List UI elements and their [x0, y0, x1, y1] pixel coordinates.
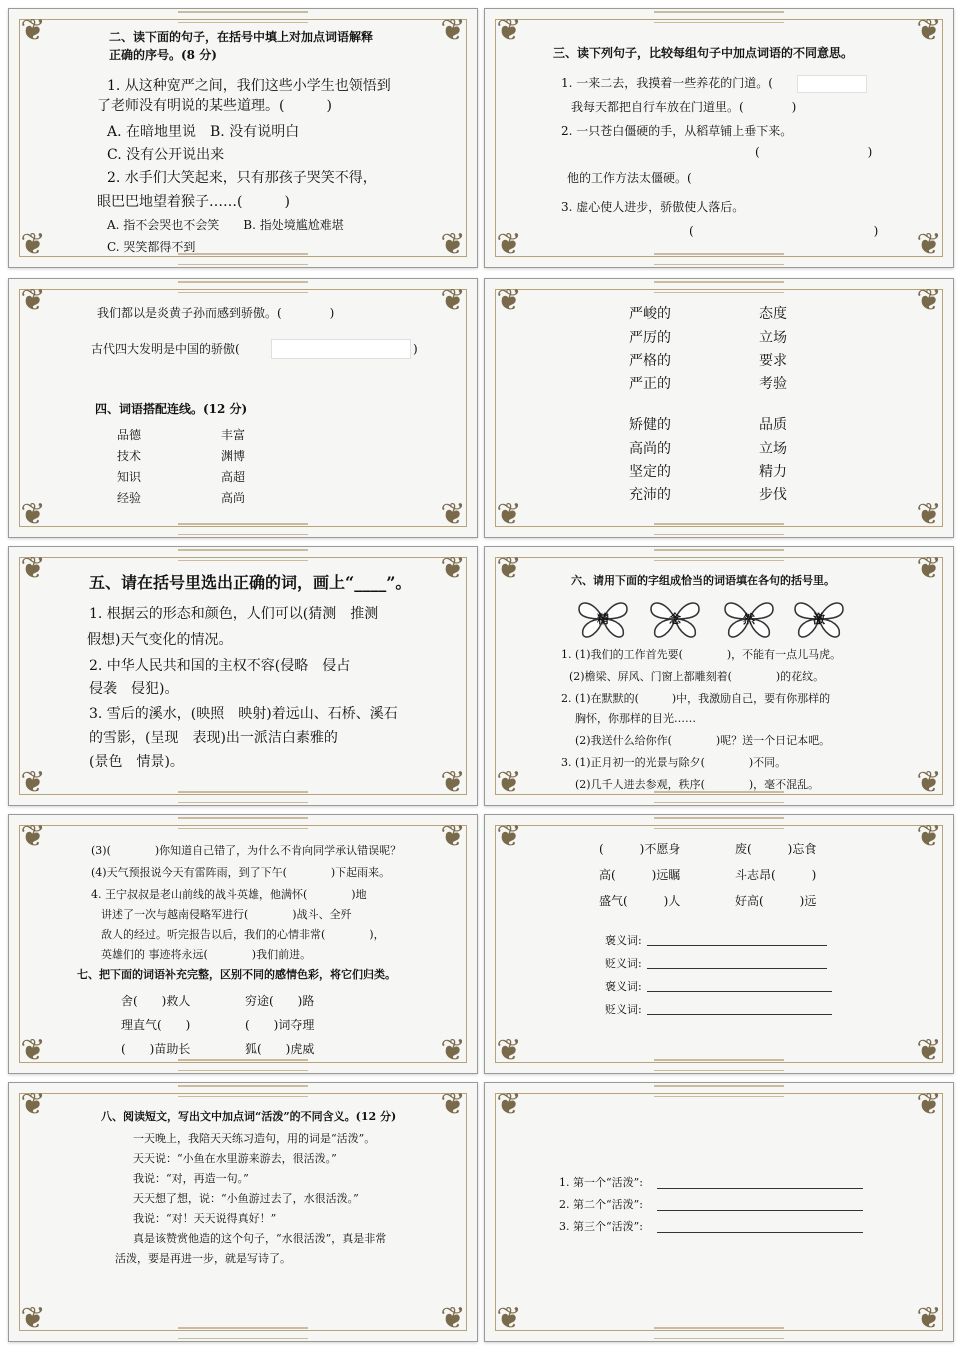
- option-text: A. 指不会哭也不会笑 B. 指处境尴尬难堪: [107, 218, 344, 232]
- question-text: 侵袭 侵犯)。: [89, 681, 179, 697]
- sentence: 1. (1)我们的工作首先要( )，不能有一点儿马虎。: [561, 648, 842, 661]
- corner-ornament-icon: ❦: [496, 765, 522, 800]
- section-title: 五、请在括号里选出正确的词，画上“____”。: [89, 573, 412, 592]
- option-text: A. 在暗地里说 B. 没有说明白: [107, 124, 300, 140]
- idiom: ( )苗助长: [121, 1042, 191, 1056]
- answer-paren: ( ): [755, 145, 873, 159]
- word-right: 态度: [759, 306, 787, 322]
- corner-ornament-icon: ❦: [20, 497, 46, 532]
- ornament-bottom: [178, 253, 308, 265]
- corner-ornament-icon: ❦: [916, 819, 942, 854]
- word-left: 严峻的: [629, 306, 671, 322]
- ornament-top: [178, 281, 308, 293]
- category-label: 褒义词:: [605, 934, 642, 947]
- sentence: (3)( )你知道自己错了，为什么不肯向同学承认错误呢？: [91, 844, 402, 857]
- sentence: 胸怀，你那样的目光……: [575, 712, 696, 725]
- butterfly-icon: [647, 597, 703, 641]
- corner-ornament-icon: ❦: [496, 13, 522, 48]
- corner-ornament-icon: ❦: [20, 227, 46, 262]
- passage-line: 我说：“对，再造一句。”: [133, 1172, 249, 1185]
- question-text: 1. 从这种宽严之间，我们这些小学生也领悟到: [107, 78, 391, 94]
- word-right: 高尚: [221, 491, 246, 505]
- ornament-top: [654, 549, 784, 561]
- corner-ornament-icon: ❦: [496, 551, 522, 586]
- paren-close: ): [413, 342, 418, 356]
- ornament-bottom: [654, 791, 784, 803]
- butterfly-char: 然: [742, 612, 755, 626]
- section-title: 八、阅读短文，写出文中加点词“活泼”的不同含义。(12 分): [101, 1110, 397, 1123]
- word-right: 立场: [759, 330, 787, 346]
- ornament-bottom: [178, 791, 308, 803]
- slide-3: [8, 278, 478, 538]
- section-title: 六、请用下面的字组成恰当的词语填在各句的括号里。: [571, 574, 835, 587]
- passage-line: 天天想了想，说：“小鱼游过去了，水很活泼。”: [133, 1192, 359, 1205]
- answer-line[interactable]: [647, 991, 832, 992]
- idiom: ( )词夺理: [245, 1018, 315, 1032]
- question-text: 2. 水手们大笑起来，只有那孩子哭笑不得，: [107, 170, 377, 186]
- answer-line[interactable]: [657, 1232, 863, 1233]
- word-left: 知识: [117, 470, 142, 484]
- butterfly-icon: [575, 597, 631, 641]
- idiom: ( )不愿身: [599, 842, 681, 856]
- answer-paren: ( ): [689, 224, 879, 238]
- corner-ornament-icon: ❦: [496, 497, 522, 532]
- ornament-top: [654, 1085, 784, 1097]
- corner-ornament-icon: ❦: [916, 1087, 942, 1122]
- sentence: (2)我送什么给你作( )呢？送一个日记本吧。: [575, 734, 831, 747]
- slide-9: [8, 1082, 478, 1342]
- idiom: 废( )忘食: [735, 842, 817, 856]
- section-title: 二、读下面的句子，在括号中填上对加点词语解释: [109, 30, 374, 44]
- idiom: 好高( )远: [735, 894, 817, 908]
- corner-ornament-icon: ❦: [440, 283, 466, 318]
- word-left: 充沛的: [629, 487, 671, 503]
- word-left: 坚定的: [629, 464, 671, 480]
- idiom: 穷途( )路: [245, 994, 315, 1008]
- passage-line: 我说：“对！天天说得真好！”: [133, 1212, 277, 1225]
- corner-ornament-icon: ❦: [20, 1087, 46, 1122]
- idiom: 理直气( ): [121, 1018, 191, 1032]
- question-text: 2. 中华人民共和国的主权不容(侵略 侵占: [89, 658, 351, 674]
- word-right: 丰富: [221, 428, 246, 442]
- word-right: 品质: [759, 417, 787, 433]
- answer-label: 3. 第三个“活泼”:: [559, 1220, 643, 1233]
- word-right: 立场: [759, 441, 787, 457]
- corner-ornament-icon: ❦: [496, 1033, 522, 1068]
- answer-line[interactable]: [657, 1188, 863, 1189]
- corner-ornament-icon: ❦: [496, 227, 522, 262]
- butterfly-icon: [791, 597, 847, 641]
- corner-ornament-icon: ❦: [496, 1087, 522, 1122]
- word-right: 要求: [759, 353, 787, 369]
- passage-line: 一天晚上，我陪天天练习造句，用的词是“活泼”。: [133, 1132, 376, 1145]
- sentence: 他的工作方法太僵硬。(: [567, 171, 692, 185]
- ornament-top: [178, 11, 308, 23]
- question-text: 了老师没有明说的某些道理。( ): [97, 98, 332, 114]
- word-left: 严格的: [629, 353, 671, 369]
- ornament-bottom: [178, 1059, 308, 1071]
- sentence: (2)几千人进去参观，秩序( )，毫不混乱。: [575, 778, 820, 791]
- sentence: (2)檐梁、屏风、门窗上都雕刻着( )的花纹。: [569, 670, 825, 683]
- section-title: 三、读下列句子，比较每组句子中加点词语的不同意思。: [553, 46, 854, 60]
- ornament-bottom: [654, 253, 784, 265]
- section-title: 四、词语搭配连线。(12 分): [95, 402, 248, 416]
- corner-ornament-icon: ❦: [440, 765, 466, 800]
- ornament-bottom: [178, 523, 308, 535]
- corner-ornament-icon: ❦: [440, 227, 466, 262]
- sentence: 敌人的经过。听完报告以后，我们的心情非常( )，: [101, 928, 385, 941]
- category-label: 褒义词:: [605, 980, 642, 993]
- corner-ornament-icon: ❦: [440, 551, 466, 586]
- slide-5: [8, 546, 478, 806]
- word-left: 严厉的: [629, 330, 671, 346]
- corner-ornament-icon: ❦: [440, 1087, 466, 1122]
- ornament-top: [654, 281, 784, 293]
- answer-line[interactable]: [657, 1210, 863, 1211]
- ornament-bottom: [654, 1327, 784, 1339]
- slide-8: [484, 814, 954, 1074]
- sentence: 2. 一只苍白僵硬的手，从稻草铺上垂下来。: [561, 124, 793, 138]
- question-text: (景色 情景)。: [89, 754, 184, 770]
- butterfly-char: 激: [812, 612, 825, 626]
- ornament-top: [178, 1085, 308, 1097]
- corner-ornament-icon: ❦: [916, 1033, 942, 1068]
- word-left: 矫健的: [629, 417, 671, 433]
- corner-ornament-icon: ❦: [20, 1033, 46, 1068]
- corner-ornament-icon: ❦: [916, 497, 942, 532]
- section-title: 正确的序号。(8 分): [109, 48, 217, 62]
- answer-blank[interactable]: [797, 75, 867, 93]
- corner-ornament-icon: ❦: [20, 1301, 46, 1336]
- corner-ornament-icon: ❦: [440, 819, 466, 854]
- passage-line: 活泼，要是再进一步，就是写诗了。: [115, 1252, 291, 1265]
- answer-label: 1. 第一个“活泼”:: [559, 1176, 643, 1189]
- idiom: 高( )远瞩: [599, 868, 681, 882]
- corner-ornament-icon: ❦: [916, 283, 942, 318]
- corner-ornament-icon: ❦: [440, 1301, 466, 1336]
- corner-ornament-icon: ❦: [440, 1033, 466, 1068]
- corner-ornament-icon: ❦: [916, 551, 942, 586]
- slide-2: [484, 8, 954, 268]
- category-label: 贬义词:: [605, 957, 642, 970]
- word-right: 考验: [759, 376, 787, 392]
- slide-7: [8, 814, 478, 1074]
- question-text: 3. 雪后的溪水，(映照 映射)着远山、石桥、溪石: [89, 706, 398, 722]
- slide-6: [484, 546, 954, 806]
- sentence: 我们都以是炎黄子孙而感到骄傲。( ): [97, 306, 335, 320]
- ornament-bottom: [178, 1327, 308, 1339]
- ornament-top: [178, 549, 308, 561]
- corner-ornament-icon: ❦: [916, 13, 942, 48]
- word-left: 经验: [117, 491, 142, 505]
- corner-ornament-icon: ❦: [496, 283, 522, 318]
- corner-ornament-icon: ❦: [440, 13, 466, 48]
- corner-ornament-icon: ❦: [916, 765, 942, 800]
- answer-line[interactable]: [647, 945, 827, 946]
- category-label: 贬义词:: [605, 1003, 642, 1016]
- sentence: 3. 虚心使人进步，骄傲使人落后。: [561, 200, 745, 214]
- question-text: 1. 根据云的形态和颜色，人们可以(猜测 推测: [89, 606, 379, 622]
- word-left: 严正的: [629, 376, 671, 392]
- section-title: 七、把下面的词语补充完整，区别不同的感情色彩，将它们归类。: [77, 968, 396, 981]
- corner-ornament-icon: ❦: [20, 819, 46, 854]
- option-text: C. 没有公开说出来: [107, 147, 225, 163]
- idiom: 狐( )虎威: [245, 1042, 315, 1056]
- slide-1: [8, 8, 478, 268]
- sentence: 3. (1)正月初一的光景与除夕( )不同。: [561, 756, 787, 769]
- ornament-top: [654, 11, 784, 23]
- butterfly-icon: [721, 597, 777, 641]
- corner-ornament-icon: ❦: [496, 819, 522, 854]
- sentence: (4)天气预报说今天有雷阵雨，到了下午( )下起雨来。: [91, 866, 391, 879]
- sentence: 英雄们的 事迹将永远( )我们前进。: [101, 948, 312, 961]
- option-text: C. 哭笑都得不到: [107, 240, 196, 254]
- question-text: 眼巴巴地望着猴子……( ): [97, 194, 290, 210]
- sentence: 讲述了一次与越南侵略军进行( )战斗、全歼: [101, 908, 352, 921]
- word-left: 技术: [117, 449, 142, 463]
- corner-ornament-icon: ❦: [20, 551, 46, 586]
- word-right: 渊博: [221, 449, 246, 463]
- corner-ornament-icon: ❦: [20, 283, 46, 318]
- corner-ornament-icon: ❦: [20, 13, 46, 48]
- sentence: 4. 王宁叔叔是老山前线的战斗英雄，他满怀( )地: [91, 888, 367, 901]
- sentence: 古代四大发明是中国的骄傲(: [91, 342, 240, 356]
- ornament-bottom: [654, 523, 784, 535]
- butterfly-char: 精: [596, 612, 609, 626]
- word-right: 高超: [221, 470, 246, 484]
- question-text: 的雪影，(呈现 表现)出一派洁白素雅的: [89, 730, 338, 746]
- ornament-top: [178, 817, 308, 829]
- idiom: 盛气( )人: [599, 894, 681, 908]
- word-right: 步伐: [759, 487, 787, 503]
- word-right: 精力: [759, 464, 787, 480]
- answer-line[interactable]: [647, 968, 827, 969]
- word-left: 高尚的: [629, 441, 671, 457]
- ornament-top: [654, 817, 784, 829]
- sentence: 我每天都把自行车放在门道里。( ): [571, 100, 797, 114]
- slide-4: [484, 278, 954, 538]
- answer-line[interactable]: [647, 1014, 832, 1015]
- corner-ornament-icon: ❦: [496, 1301, 522, 1336]
- answer-label: 2. 第二个“活泼”:: [559, 1198, 643, 1211]
- corner-ornament-icon: ❦: [916, 227, 942, 262]
- butterfly-char: 念: [668, 612, 681, 626]
- corner-ornament-icon: ❦: [20, 765, 46, 800]
- ornament-bottom: [654, 1059, 784, 1071]
- corner-ornament-icon: ❦: [440, 497, 466, 532]
- passage-line: 天天说：“小鱼在水里游来游去，很活泼。”: [133, 1152, 337, 1165]
- idiom: 斗志昂( ): [735, 868, 817, 882]
- sentence: 1. 一来二去，我摸着一些养花的门道。(: [561, 76, 773, 90]
- slide-10: [484, 1082, 954, 1342]
- question-text: 假想)天气变化的情况。: [87, 632, 233, 648]
- sentence: 2. (1)在默默的( )中，我激励自己，要有你那样的: [561, 692, 831, 705]
- corner-ornament-icon: ❦: [916, 1301, 942, 1336]
- idiom: 舍( )救人: [121, 994, 191, 1008]
- passage-line: 真是该赞赏他造的这个句子，“水很活泼”，真是非常: [133, 1232, 387, 1245]
- answer-blank[interactable]: [271, 339, 411, 359]
- word-left: 品德: [117, 428, 142, 442]
